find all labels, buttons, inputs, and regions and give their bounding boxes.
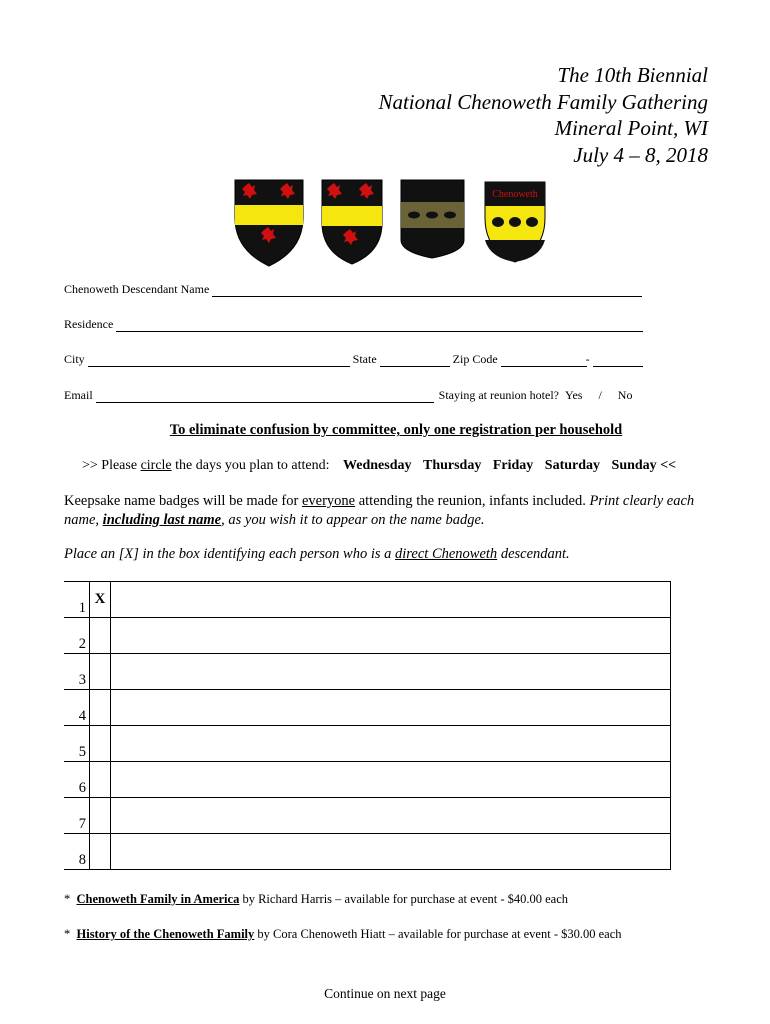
- residence-label: Residence: [64, 317, 114, 331]
- row-number: 1: [64, 582, 90, 618]
- attendee-row: [64, 798, 671, 834]
- descendant-checkbox[interactable]: [90, 618, 111, 654]
- days-middle: the days you plan to attend:: [175, 458, 330, 473]
- place-direct-chenoweth: direct Chenoweth: [395, 546, 498, 562]
- crest-banner-text: Chenoweth: [492, 189, 538, 200]
- row-number: 8: [64, 834, 90, 870]
- descendant-checkbox[interactable]: [90, 726, 111, 762]
- attendee-row: [64, 690, 671, 726]
- descendant-checkbox[interactable]: X: [90, 582, 111, 618]
- keepsake-text-3: , as you wish it to appear on the name badge.: [221, 512, 485, 528]
- descendant-checkbox[interactable]: [90, 834, 111, 870]
- row-number: 3: [64, 654, 90, 690]
- row-number: 6: [64, 762, 90, 798]
- book-item-1: [64, 892, 568, 907]
- attendee-row: [64, 726, 671, 762]
- book-item-2: [64, 927, 622, 942]
- residence-row: [64, 317, 646, 332]
- hotel-label: Staying at reunion hotel?: [438, 388, 559, 402]
- zip-field[interactable]: [501, 354, 587, 367]
- day-friday[interactable]: Friday: [492, 458, 534, 473]
- title-line-2: National Chenoweth Family Gathering: [378, 89, 708, 114]
- keepsake-text-1: Keepsake name badges will be made for: [64, 493, 299, 509]
- book-1-bullet: *: [64, 892, 71, 906]
- email-label: Email: [64, 388, 93, 402]
- book-2-bullet: *: [64, 927, 71, 941]
- one-registration-heading: To eliminate confusion by committee, only one registration per household: [169, 422, 623, 438]
- attendee-row: [64, 834, 671, 870]
- book-1-details: by Richard Harris – available for purchase at event - $40.00 each: [242, 892, 569, 906]
- event-title: [378, 62, 708, 168]
- day-wednesday[interactable]: Wednesday: [343, 458, 412, 473]
- row-number: 7: [64, 798, 90, 834]
- attendee-name-field[interactable]: [111, 690, 671, 726]
- zip-label: Zip Code: [452, 352, 498, 366]
- title-line-4: July 4 – 8, 2018: [573, 142, 708, 167]
- attendee-row: [64, 582, 671, 618]
- place-x-instruction: [64, 546, 570, 563]
- title-line-3: Mineral Point, WI: [554, 116, 708, 140]
- place-text-1: Place an [X] in the box identifying each person who is a: [64, 546, 392, 562]
- descendant-name-label: Chenoweth Descendant Name: [64, 282, 210, 296]
- keepsake-text-2: attending the reunion, infants included.: [358, 493, 586, 509]
- zip-plus4-field[interactable]: [593, 354, 643, 367]
- continue-next-page: Continue on next page: [324, 986, 446, 1001]
- attendee-row: [64, 618, 671, 654]
- descendant-checkbox[interactable]: [90, 798, 111, 834]
- attendee-row: [64, 762, 671, 798]
- city-state-zip-row: [64, 352, 646, 367]
- keepsake-print-clearly: Print clearly each name,: [64, 493, 695, 528]
- descendant-checkbox[interactable]: [90, 690, 111, 726]
- hotel-separator: /: [598, 388, 602, 402]
- keepsake-badge-note: [64, 492, 714, 530]
- day-thursday[interactable]: Thursday: [422, 458, 482, 473]
- keepsake-everyone: everyone: [301, 493, 356, 509]
- email-hotel-row: [64, 388, 632, 403]
- state-field[interactable]: [380, 354, 450, 367]
- crest-4-icon: [485, 182, 545, 262]
- state-label: State: [352, 352, 377, 366]
- email-field[interactable]: [96, 390, 434, 403]
- hotel-yes-option[interactable]: Yes: [564, 388, 583, 402]
- crest-2-icon: [322, 180, 382, 264]
- attendee-name-field[interactable]: [111, 762, 671, 798]
- book-2-details: by Cora Chenoweth Hiatt – available for purchase at event - $30.00 each: [257, 927, 622, 941]
- crest-3-icon: [401, 180, 464, 258]
- attendance-days-line: [82, 458, 676, 474]
- attendee-name-field[interactable]: [111, 834, 671, 870]
- attendee-name-field[interactable]: [111, 582, 671, 618]
- attendee-name-field[interactable]: [111, 654, 671, 690]
- attendee-row: [64, 654, 671, 690]
- zip-dash: -: [585, 352, 590, 366]
- place-text-2: descendant.: [500, 546, 570, 562]
- day-sunday[interactable]: Sunday: [611, 458, 657, 473]
- circle-word: circle: [140, 458, 172, 473]
- city-label: City: [64, 352, 85, 366]
- row-number: 5: [64, 726, 90, 762]
- attendee-name-field[interactable]: [111, 726, 671, 762]
- crest-1-icon: [235, 180, 303, 266]
- residence-field[interactable]: [116, 319, 643, 332]
- book-2-title: History of the Chenoweth Family: [76, 927, 255, 941]
- descendant-checkbox[interactable]: [90, 762, 111, 798]
- book-1-title: Chenoweth Family in America: [76, 892, 240, 906]
- hotel-no-option[interactable]: No: [617, 388, 633, 402]
- attendee-names-table: [64, 581, 671, 870]
- attendee-name-field[interactable]: [111, 798, 671, 834]
- city-field[interactable]: [88, 354, 350, 367]
- descendant-checkbox[interactable]: [90, 654, 111, 690]
- family-crests: [230, 178, 550, 268]
- attendee-name-field[interactable]: [111, 618, 671, 654]
- descendant-name-row: [64, 282, 645, 297]
- days-prefix: >> Please: [82, 458, 138, 473]
- row-number: 4: [64, 690, 90, 726]
- descendant-name-field[interactable]: [212, 284, 642, 297]
- day-saturday[interactable]: Saturday: [544, 458, 601, 473]
- days-suffix: <<: [660, 458, 677, 473]
- title-line-1: The 10th Biennial: [557, 63, 708, 87]
- row-number: 2: [64, 618, 90, 654]
- keepsake-including-last-name: including last name: [102, 512, 222, 528]
